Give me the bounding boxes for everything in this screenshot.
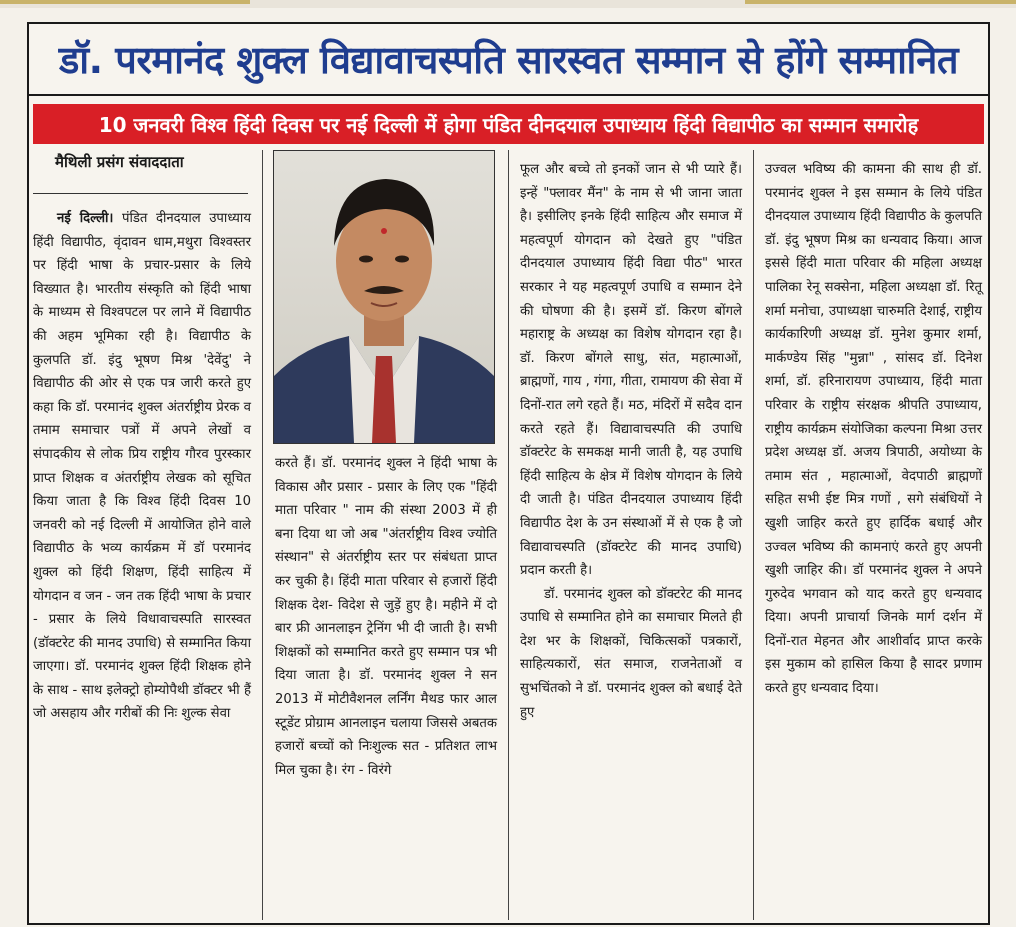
portrait-photo <box>273 150 495 444</box>
article-column-4 <box>765 158 982 701</box>
byline: मैथिली प्रसंग संवाददाता <box>55 153 184 171</box>
top-strip-bar <box>0 0 250 4</box>
byline-rule <box>33 193 248 194</box>
article-column-3 <box>520 158 742 724</box>
article-column-1 <box>33 207 251 726</box>
portrait-illustration <box>274 151 494 443</box>
subheadline: 10 जनवरी विश्व हिंदी दिवस पर नई दिल्ली में होगा पंडित दीनदयाल उपाध्याय हिंदी विद्यापीठ का सम्मान समारोह <box>33 104 984 144</box>
headline-rule <box>27 94 990 96</box>
dateline: नई दिल्ली। <box>57 211 114 226</box>
column-1-text: पंडित दीनदयाल उपाध्याय हिंदी विद्यापीठ, वृंदावन धाम,मथुरा विश्वस्तर पर हिंदी भाषा के प्रचार-प्रसार के लिये विख्यात है। भारतीय संस्कृति को हिंदी भाषा के माध्यम से विश्वपटल पर लाने में विद्यापीठ की अहम भूमिका रही है। विद्यापीठ के कुलपति डॉ. इंदु भूषण मिश्र 'देवेंदु' ने विद्यापीठ की ओर से एक पत्र जारी करते हुए कहा कि डॉ. परमानंद शुक्ल अंतर्राष्ट्रीय प्रेरक व तमाम समाचार पत्रों में अपने लेखों व संपादकीय से लोक प्रिय राष्ट्रीय गौरव पुरस्कार प्राप्त शिक्षक व अंतर्राष्ट्रीय लेखक को सूचित किया जाता है कि विश्व हिंदी दिवस 10 जनवरी को नई दिल्ली में आयोजित होने वाले विद्यापीठ के भव्य कार्यक्रम में डॉ परमानंद शुक्ल को हिंदी शिक्षण, हिंदी साहित्य में योगदान व जन - जन तक हिंदी भाषा के प्रचार - प्रसार के लिये विधावाचस्पति सारस्वत (डॉक्टरेट की मानद उपाधि) से सम्मानित किया जाएगा। डॉ. परमानंद शुक्ल हिंदी शिक्षक होने के साथ - साथ इलेक्ट्रो होम्योपैथी डॉक्टर भी हैं जो असहाय और गरीबों की निः शुल्क सेवा <box>33 211 252 722</box>
article-column-2 <box>275 452 497 782</box>
headline: डॉ. परमानंद शुक्ल विद्यावाचस्पति सारस्वत सम्मान से होंगे सम्मानित <box>58 38 959 82</box>
top-strip-bar <box>745 0 1016 4</box>
page-top-strip <box>0 0 1016 8</box>
column-3-text: फूल और बच्चे तो इनकों जान से भी प्यारे हैं। इन्हें "फ्लावर मैंन" के नाम से भी जाना जाता है। इसीलिए इनके हिंदी साहित्य और समाज में महत्वपूर्ण योगदान को देखते हुए "पंडित दीनदयाल उपाध्याय हिंदी विद्या पीठ" भारत सरकार ने यह महत्वपूर्ण उपाधि व सम्मान देने की घोषणा की है। इसमें डॉ. किरण बोंगले महाराष्ट्र के अध्यक्ष का विशेष योगदान रहा है। डॉ. किरण बोंगले साधु, संत, महात्माओं, ब्राह्मणों, गाय , गंगा, गीता, रामायण की सेवा में दिनों-रात लगे रहते हैं। मठ, मंदिरों में सदैव दान करते रहते हैं। विद्यावाचस्पति की उपाधि डॉक्टरेट के समकक्ष मानी जाती है, यह उपाधि हिंदी साहित्य के क्षेत्र में विशेष योगदान के लिये दी जाती है। पंडित दीनदयाल उपाध्याय हिंदी विद्यापीठ देश के उन संस्थाओं में से एक है जो विद्यावाचस्पति (डॉक्टरेट की मानद उपाधि) प्रदान करती है। <box>520 162 742 579</box>
column-3-paragraph-2: डॉ. परमानंद शुक्ल को डॉक्टरेट की मानद उपाधि से सम्मानित होने का समाचार मिलते ही देश भर के शिक्षकों, चिकित्सकों पत्रकारों, साहित्यकारों, संत समाज, राजनेताओं व सुभचिंतको ने डॉ. परमानंद शुक्ल को बधाई देते हुए <box>520 586 742 720</box>
column-4-text: उज्वल भविष्य की कामना की साथ ही डॉ. परमानंद शुक्ल ने इस सम्मान के लिये पंडित दीनदयाल उपाध्याय हिंदी विद्यापीठ के कुलपति डॉ. इंदु भूषण मिश्र का धन्यवाद किया। आज इससे हिंदी माता परिवार की महिला अध्यक्ष पालिका रेनू सक्सेना, महिला अध्यक्षा डॉ. रितू शर्मा मनोचा, उपाध्यक्षा चारुमति देशाई, राष्ट्रीय कार्यकारिणी अध्यक्ष डॉ. मुनेश कुमार शर्मा, मार्कण्डेय सिंह "मुन्ना" , सांसद डॉ. दिनेश शर्मा, डॉ. हरिनारायण उपाध्याय, हिंदी माता परिवार के राष्ट्रीय संरक्षक श्रीपति उपाध्याय, राष्ट्रीय कार्यक्रम संयोजिका कल्पना मिश्रा उत्तर प्रदेश अध्यक्ष डॉ. अजय त्रिपाठी, अयोध्या के तमाम संत , महात्माओं, वेदपाठी ब्राह्मणों सहित सभी ईष्ट मित्र गणों , सगे संबंधियों ने खुशी जाहिर करते हुए हार्दिक बधाई और उज्वल भविष्य की कामनाएं करते हुए अपनी खुशी जाहिर की। डॉ परमानंद शुक्ल ने अपने गुरुदेव भगवान को याद करते हुए धन्यवाद दिया। अपनी प्राचार्या जिनके मार्ग दर्शन में दिनों-रात मेहनत और आशीर्वाद प्राप्त करके इस मुकाम को हासिल किया है सादर प्रणाम करते हुए धन्यवाद दिया। <box>765 162 983 697</box>
column-divider <box>753 150 754 920</box>
column-divider <box>262 150 263 920</box>
column-2-text: करते हैं। डॉ. परमानंद शुक्ल ने हिंदी भाषा के विकास और प्रसार - प्रसार के लिए एक "हिंदी माता परिवार " नाम की संस्था 2003 में ही बना दिया था जो अब "अंतर्राष्ट्रीय विश्व ज्योति संस्थान" से अंतर्राष्ट्रीय स्तर पर संबंधता प्राप्त कर चुकी है। हिंदी माता परिवार से हजारों हिंदी शिक्षक देश- विदेश से जुड़ें हुए है। महीने में दो बार फ्री आनलाइन ट्रेनिंग भी दी जाती है। सभी शिक्षकों को सम्मानित करते हुए सम्मान पत्र भी दिया जाता है। डॉ. परमानंद शुक्ल ने सन 2013 में मोटीवैशनल लर्निंग मैथड फार आल स्टूडेंट प्रोग्राम आनलाइन चलाया जिससे अबतक हजारों बच्चों को निःशुल्क सत - प्रतिशत लाभ मिल चुका है। रंग - विरंगे <box>275 456 497 778</box>
column-divider <box>508 150 509 920</box>
